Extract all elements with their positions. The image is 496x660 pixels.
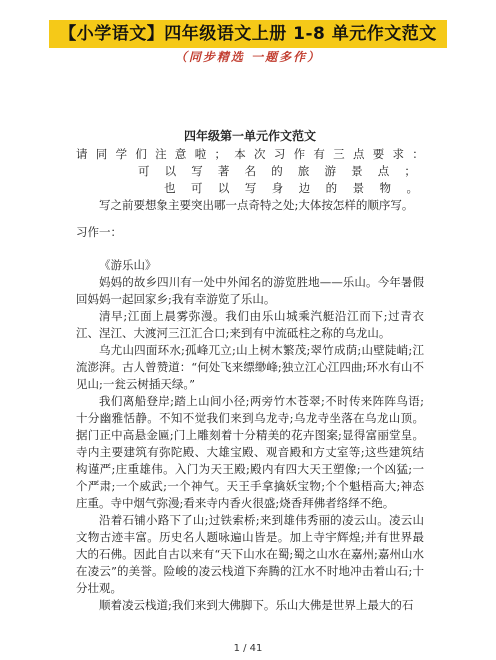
requirement-char: 本 — [234, 147, 246, 161]
requirement-char: ； — [214, 147, 226, 161]
requirement-char: 点 — [377, 164, 390, 178]
requirement-char: 写 — [191, 164, 203, 178]
requirement-char: 的 — [325, 181, 338, 195]
requirement-char: 要 — [372, 147, 385, 161]
essay-paragraph: 顺着凌云栈道;我们来到大佛脚下。乐山大佛是世界上最大的石 — [99, 598, 414, 612]
document-subtitle: （同步精选 一题多作） — [174, 50, 322, 64]
requirement-char: 求 — [392, 147, 404, 161]
requirement-char: 意 — [174, 147, 187, 161]
requirement-line-2 — [76, 163, 424, 180]
requirement-char: 以 — [217, 181, 230, 195]
document-title: 【小学语文】四年级语文上册 1-8 单元作文范文 — [49, 20, 447, 48]
requirement-char: 游 — [324, 164, 336, 178]
requirement-char: 习 — [273, 147, 286, 161]
requirement-char: 以 — [164, 164, 177, 178]
requirement-char: 旅 — [297, 164, 310, 178]
requirement-char: 注 — [155, 147, 167, 161]
requirement-char: 写 — [244, 181, 257, 195]
essay-paragraph: 我们离船登岸;踏上山间小径;两旁竹木苍翠;不时传来阵阵鸟语;十分幽雅恬静。不知不觉我们来到乌龙寺;乌龙寺坐落在乌龙山顶。据门正中高悬金匾;门上雕刻着十分精美的花卉图案;显得富丽堂皇。寺内主要建筑有弥陀殿、大雄宝殿、观音殿和方丈室等;这些建筑结构谨严;庄重雄伟。入门为天王殿;殿内有四大天王塑像;一个凶猛;一个严肃;一个威武;一个神气。天王手拿擒妖宝物;个个魁梧高大;神态庄重。寺中烟气弥漫;看来寺内香火很盛;烧香拜佛者络绎不绝。 — [76, 394, 424, 510]
requirement-char: 物 — [379, 181, 391, 195]
requirement-char: 三 — [333, 147, 345, 161]
requirement-char: ； — [404, 164, 416, 178]
requirement-char: 名 — [244, 164, 257, 178]
essay-paragraph: 乌尤山四面环水;孤峰兀立;山上树木繁茂;翠竹成荫;山壁陡峭;江流澎湃。古人曾赞道：“何处飞来缥缈峰;独立江心江四曲;环水有山不见山;一瓮云树插天绿。” — [76, 343, 424, 391]
requirement-char: 点 — [352, 147, 365, 161]
requirement-char: 身 — [271, 181, 284, 195]
requirement-char: 啦 — [194, 147, 207, 161]
requirement-line-3 — [76, 180, 424, 197]
section-title: 四年级第一单元作文范文 — [183, 129, 316, 143]
requirement-char: 可 — [190, 181, 203, 195]
requirement-char: 有 — [313, 147, 325, 161]
requirement-char: ： — [412, 147, 424, 161]
requirement-char: 们 — [135, 147, 147, 161]
requirement-char: 次 — [254, 147, 266, 161]
requirement-char: 请 — [76, 147, 88, 161]
requirement-char: 的 — [271, 164, 283, 178]
requirement-char: 边 — [298, 181, 311, 195]
essay-paragraph: 沿着石铺小路下了山;过铁索桥;来到雄伟秀丽的凌云山。凌云山文物古迹丰富。历史名人题咏遍山皆是。加上寺宇辉煌;并有世界最大的石佛。因此自古以来有“天下山水在蜀;蜀之山水在嘉州;嘉州山水在凌云”的美誉。险峻的凌云栈道下奔腾的江水不时地冲击着山石;十分壮观。 — [76, 513, 424, 595]
essay-paragraph: 清早;江面上晨雾弥漫。我们由乐山城乘汽艇沿江而下;过青衣江、涅江、大渡河三江汇合口;来到有中流砥柱之称的乌龙山。 — [76, 309, 424, 340]
exercise-label: 习作一： — [76, 225, 122, 239]
requirement-line-4: 写之前要想象主要突出哪一点奇特之处;大体按怎样的顺序写。 — [99, 198, 414, 212]
requirement-char: 作 — [293, 147, 306, 161]
requirement-char: 景 — [351, 164, 363, 178]
requirement-char: 同 — [95, 147, 108, 161]
requirement-char: 景 — [352, 181, 365, 195]
requirement-char: 可 — [138, 164, 150, 178]
essay-title: 《游乐山》 — [99, 258, 157, 272]
page-number: 1 / 41 — [233, 643, 263, 654]
requirement-char: 学 — [115, 147, 128, 161]
requirement-char: 。 — [406, 181, 418, 195]
requirement-char: 也 — [164, 181, 176, 195]
requirement-char: 著 — [217, 164, 230, 178]
title-wrap — [0, 20, 496, 48]
essay-paragraph: 妈妈的故乡四川有一处中外闻名的游览胜地——乐山。今年暑假回妈妈一起回家乡;我有幸游览了乐山。 — [76, 275, 424, 306]
main-content — [76, 128, 424, 614]
requirement-line-1 — [76, 146, 424, 163]
